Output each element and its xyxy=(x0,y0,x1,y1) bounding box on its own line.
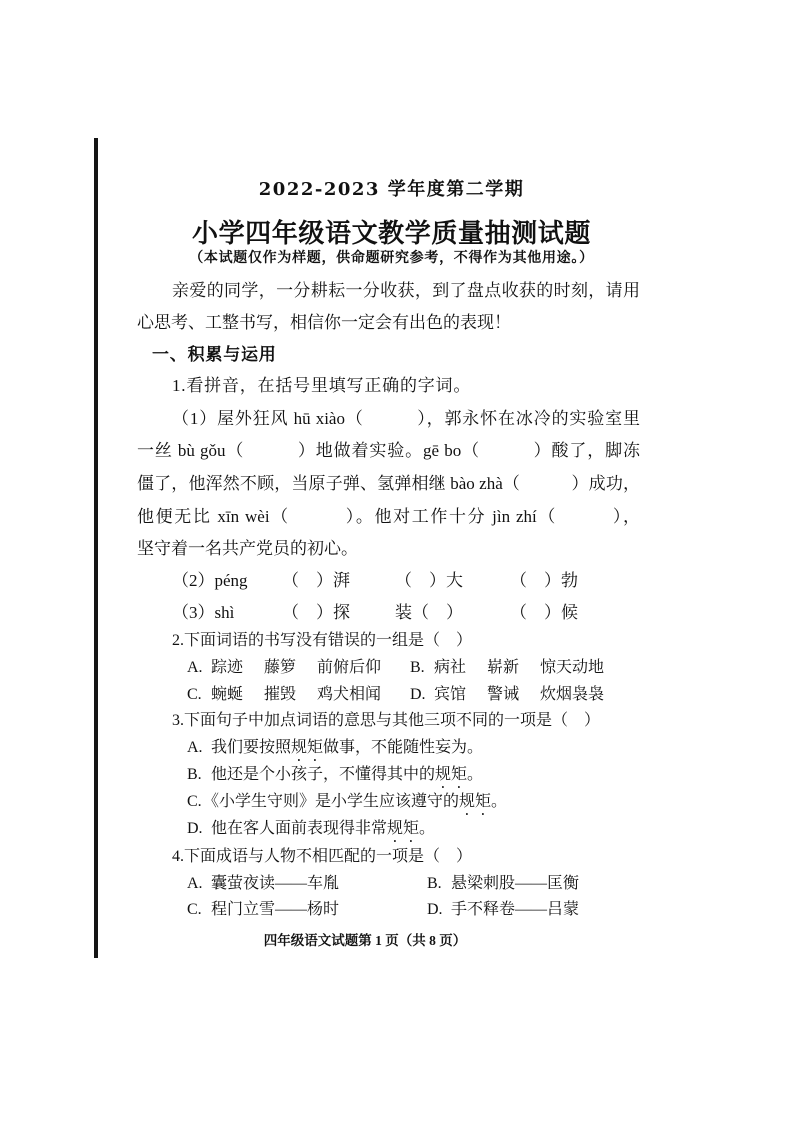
option-text: 手不释卷——吕蒙 xyxy=(451,901,580,918)
q2-option-d xyxy=(410,684,625,706)
page-footer: 四年级语文试题第 1 页（共 8 页） xyxy=(263,933,467,948)
dotted-word: 规矩 xyxy=(459,793,492,810)
option-word: 宾馆 xyxy=(434,686,467,703)
passage-line: 他便无比 xīn wèi（ ）。他对工作十分 jìn zhí（ ）， xyxy=(137,507,640,526)
option-text: 他在客人面前表现得非常 xyxy=(211,820,388,837)
option-text: 。 xyxy=(419,820,436,837)
q4-option-a xyxy=(187,873,339,895)
option-word: 藤箩 xyxy=(264,659,297,676)
section-heading: 一、积累与运用 xyxy=(152,345,277,364)
q2-option-b xyxy=(410,657,625,679)
blank-item: 装（ ） xyxy=(395,603,463,622)
pinyin-row-2 xyxy=(172,570,592,592)
option-letter: A. xyxy=(187,659,203,676)
option-text: 囊萤夜读——车胤 xyxy=(211,875,340,892)
option-word: 炊烟袅袅 xyxy=(540,686,605,703)
option-word: 崭新 xyxy=(487,659,520,676)
option-word: 病社 xyxy=(434,659,467,676)
q2-option-a xyxy=(187,657,402,679)
blank-item: （ ）大 xyxy=(395,571,463,590)
dotted-word: 规矩 xyxy=(435,766,468,783)
option-word: 警诫 xyxy=(487,686,520,703)
option-text: 他还是个小孩子，不懂得其中的 xyxy=(211,766,436,783)
option-letter: D. xyxy=(187,820,203,837)
option-letter: C. xyxy=(187,686,202,703)
option-text: 我们要按照 xyxy=(211,739,292,756)
school-term: 2022-2023 学年度第二学期 xyxy=(258,179,525,200)
option-text: 做事，不能随性妄为。 xyxy=(323,739,484,756)
q2-option-c xyxy=(187,684,402,706)
option-word: 摧毁 xyxy=(264,686,297,703)
question-3-prompt: 3.下面句子中加点词语的意思与其他三项不同的一项是（ ） xyxy=(172,712,601,729)
option-text: 《小学生守则》是小学生应该遵守的 xyxy=(203,793,460,810)
option-word: 前俯后仰 xyxy=(317,659,382,676)
passage-line: 一丝 bù gǒu（ ）地做着实验。gē bo（ ）酸了，脚冻 xyxy=(137,441,640,460)
option-letter: C. xyxy=(187,793,202,810)
dotted-word: 规矩 xyxy=(291,739,324,756)
option-letter: A. xyxy=(187,739,203,756)
blank-item: （ ）湃 xyxy=(282,571,350,590)
passage-line: 僵了，他浑然不顾，当原子弹、氢弹相继 bào zhà（ ）成功， xyxy=(137,474,640,493)
blank-item: （ ）探 xyxy=(282,603,350,622)
usage-note: （本试题仅作为样题，供命题研究参考，不得作为其他用途。） xyxy=(189,251,594,266)
option-letter: B. xyxy=(427,875,442,892)
option-text: 。 xyxy=(467,766,484,783)
question-1-prompt: 1.看拼音，在括号里填写正确的字词。 xyxy=(172,376,472,395)
question-4-prompt: 4.下面成语与人物不相匹配的一项是（ ） xyxy=(172,848,473,865)
option-letter: A. xyxy=(187,875,203,892)
q4-option-b xyxy=(427,873,579,895)
row-label: （3）shì xyxy=(172,603,235,622)
option-letter: C. xyxy=(187,901,202,918)
option-letter: B. xyxy=(410,659,425,676)
q3-option-d xyxy=(187,818,435,846)
option-letter: D. xyxy=(427,901,443,918)
exam-title: 小学四年级语文教学质量抽测试题 xyxy=(191,218,591,248)
q3-option-b xyxy=(187,764,483,792)
intro-line: 亲爱的同学，一分耕耘一分收获，到了盘点收获的时刻，请用 xyxy=(172,281,640,300)
pinyin-row-3 xyxy=(172,602,592,624)
q3-option-c xyxy=(187,791,507,819)
option-word: 惊天动地 xyxy=(540,659,605,676)
option-word: 蜿蜒 xyxy=(211,686,244,703)
question-2-prompt: 2.下面词语的书写没有错误的一组是（ ） xyxy=(172,632,473,649)
option-word: 鸡犬相闻 xyxy=(317,686,382,703)
option-word: 踪迹 xyxy=(211,659,244,676)
blank-item: （ ）勃 xyxy=(510,571,578,590)
passage-line: （1）屋外狂风 hū xiào（ ），郭永怀在冰冷的实验室里 xyxy=(172,409,640,428)
blank-item: （ ）候 xyxy=(510,603,578,622)
option-letter: B. xyxy=(187,766,202,783)
passage-line: 坚守着一名共产党员的初心。 xyxy=(137,539,358,558)
dotted-word: 规矩 xyxy=(387,820,420,837)
q4-option-c xyxy=(187,899,339,921)
row-label: （2）péng xyxy=(172,571,248,590)
intro-line: 心思考、工整书写，相信你一定会有出色的表现！ xyxy=(137,313,511,332)
option-letter: D. xyxy=(410,686,426,703)
q3-option-a xyxy=(187,737,483,765)
option-text: 程门立雪——杨时 xyxy=(211,901,340,918)
option-text: 。 xyxy=(491,793,508,810)
q4-option-d xyxy=(427,899,579,921)
option-text: 悬梁刺股——匡衡 xyxy=(451,875,580,892)
